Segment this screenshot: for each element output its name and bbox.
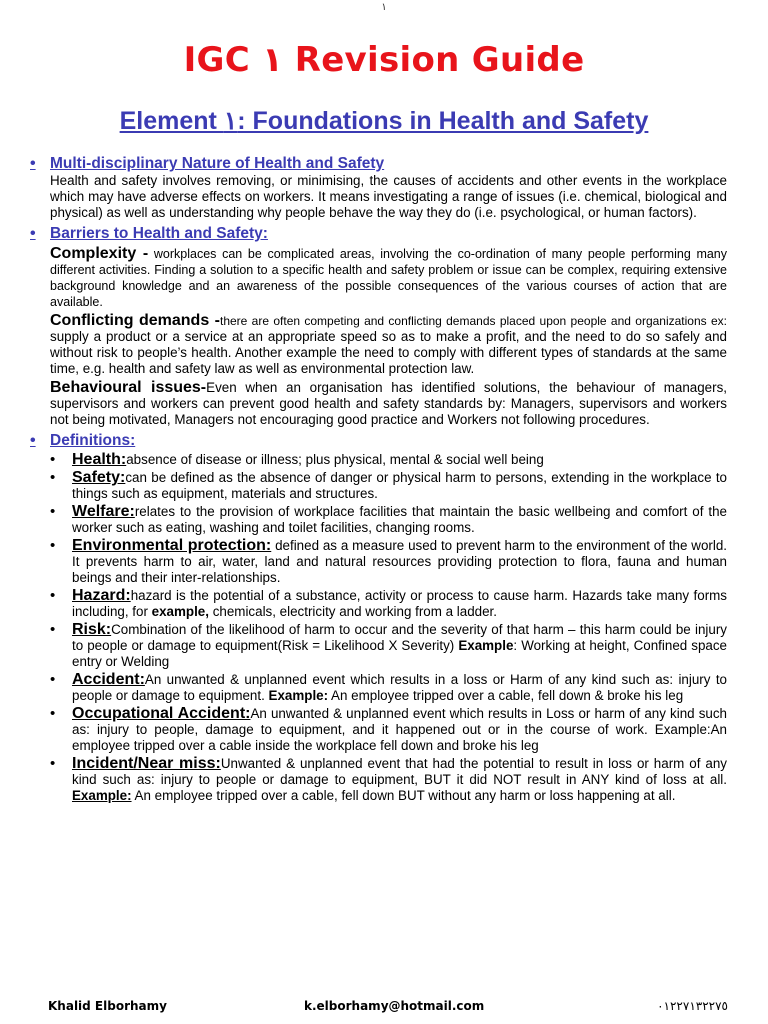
bullet-icon: •	[30, 432, 36, 449]
barrier-term: Complexity -	[50, 245, 149, 262]
definition-health: • Health:absence of disease or illness; plus physical, mental & social well being	[30, 452, 727, 468]
barrier-complexity: Complexity - workplaces can be complicated areas, involving the co-ordination of many people performing many different activities. Finding a solution to a specific health and safety problem or issue can be complex, requiring extensive background knowledge and an awareness of the possible consequences of the various courses of action that are available.	[50, 245, 728, 309]
section-multidisciplinary	[30, 154, 727, 221]
section-heading: Barriers to Health and Safety:	[50, 225, 268, 242]
section-heading: Definitions:	[50, 432, 136, 449]
bullet-icon: •	[30, 225, 36, 242]
definition-occupational-accident: • Occupational Accident:An unwanted & unplanned event which results in Loss or harm of any kind such as: injury to people, damage to equipment, and it happened out or in the course of work. Example:An employee tripped over a cable inside the workplace fell down and broke his leg	[30, 706, 727, 754]
footer-email: k.elborhamy@hotmail.com	[304, 999, 485, 1013]
element-subtitle: Element ١: Foundations in Health and Safety	[119, 107, 649, 135]
definition-incident: • Incident/Near miss:Unwanted & unplanned event that had the potential to result in loss or harm of any kind such as: injury to people or damage to equipment, BUT it did NOT result in ANY kind of loss at all. Example: An employee tripped over a cable, fell down BUT without any harm or loss happening at all.	[30, 756, 727, 804]
page-number: ١	[381, 2, 387, 13]
definitions-list	[30, 452, 727, 804]
definition-accident: • Accident:An unwanted & unplanned event which results in a loss or Harm of any kind such as: injury to people or damage to equipment. Example: An employee tripped over a cable, fell down & broke his leg	[30, 672, 727, 704]
page-title: IGC ١ Revision Guide	[183, 40, 585, 80]
definition-environmental-protection: • Environmental protection: defined as a measure used to prevent harm to the environment of the world. It prevents harm to air, water, land and natural resources providing protection to flora, fauna and human beings and their inter-relationships.	[30, 538, 727, 586]
section-paragraph: Health and safety involves removing, or minimising, the causes of accidents and other events in the workplace which may have adverse effects on workers. It means investigating a range of issues (i.e. chemical, biological and physical) as well as understanding why people behave the way they do (i.e. psychological, or human factors).	[50, 173, 727, 220]
bullet-icon: •	[30, 155, 36, 172]
barrier-behavioural: Behavioural issues-Even when an organisation has identified solutions, the behaviour of managers, supervisors and workers can prevent good health and safety standards by: Managers, supervisors and workers not being motivated, Managers not encouraging good practice and Workers not following procedures.	[50, 379, 727, 427]
footer-phone: ٠١٢٢٧١٣٢٢٧٥	[657, 999, 728, 1013]
barrier-term: Conflicting demands -	[50, 312, 220, 329]
definition-welfare: • Welfare:relates to the provision of workplace facilities that maintain the basic wellbeing and comfort of the worker such as eating, washing and toilet facilities, changing rooms.	[30, 504, 727, 536]
section-barriers	[30, 224, 727, 428]
footer-author: Khalid Elborhamy	[48, 999, 167, 1013]
barrier-conflicting: Conflicting demands -there are often competing and conflicting demands placed upon people and organizations ex: supply a product or a service at an appropriate speed so as to make a profit, and the need to do so safely and without risk to people’s health. Another example the need to comply with different types of standards at the same time, e.g. health and safety law as well as environmental protection law.	[50, 312, 727, 376]
definition-hazard: • Hazard:hazard is the potential of a substance, activity or process to cause harm. Hazards take many forms including, for example, chemicals, electricity and working from a ladder.	[30, 588, 727, 620]
section-heading: Multi-disciplinary Nature of Health and Safety	[50, 155, 385, 172]
document-body	[30, 150, 727, 806]
definition-risk: • Risk:Combination of the likelihood of harm to occur and the severity of that harm – this harm could be injury to people or damage to equipment(Risk = Likelihood X Severity) Example: Working at height, Confined space entry or Welding	[30, 622, 727, 670]
definition-safety: • Safety:can be defined as the absence of danger or physical harm to persons, extending in the workplace to things such as equipment, materials and structures.	[30, 470, 727, 502]
section-definitions	[30, 431, 727, 804]
barrier-term: Behavioural issues-	[50, 379, 207, 396]
